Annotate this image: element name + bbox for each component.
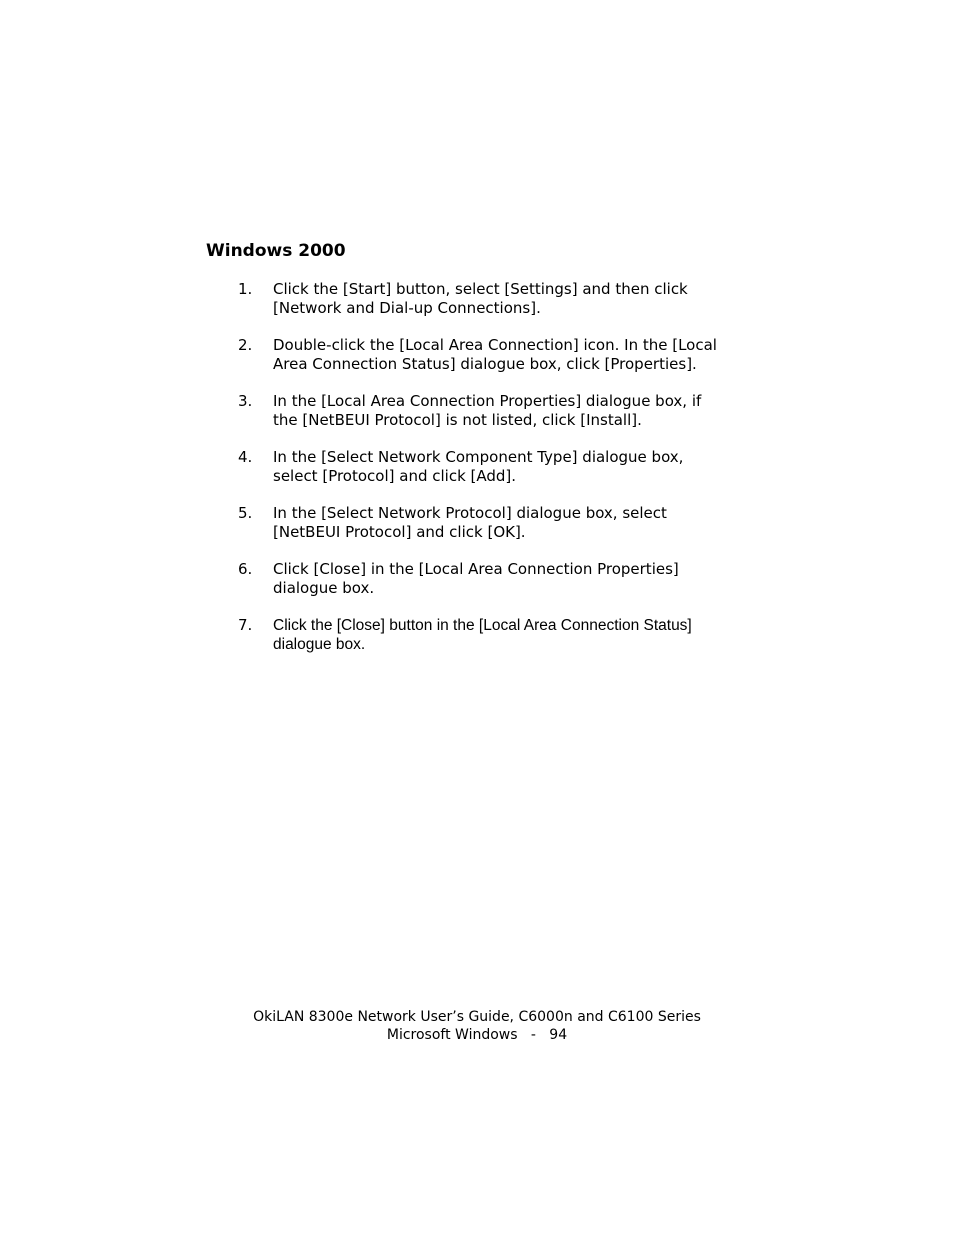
step-number: 2. [238, 336, 253, 354]
step-text: Double-click the [Local Area Connection] icon. In the [Local Area Connection Status] dialogue box, click [Properties]. [273, 336, 717, 373]
step-text: In the [Select Network Component Type] dialogue box, select [Protocol] and click [Add]. [273, 448, 684, 485]
step-number: 3. [238, 392, 253, 410]
step-text: In the [Select Network Protocol] dialogue box, select [NetBEUI Protocol] and click [OK]. [273, 504, 667, 541]
step-number: 6. [238, 560, 253, 578]
step-number: 7. [238, 616, 253, 634]
step-number: 4. [238, 448, 253, 466]
step-text: In the [Local Area Connection Properties] dialogue box, if the [NetBEUI Protocol] is not listed, click [Install]. [273, 392, 702, 429]
step-text: Click the [Start] button, select [Settings] and then click [Network and Dial-up Connections]. [273, 280, 688, 317]
step-text: Click the [Close] button in the [Local Area Connection Status] dialogue box. [273, 617, 692, 653]
footer-page-info: Microsoft Windows - 94 [386, 1027, 568, 1043]
footer-guide-title: OkiLAN 8300e Network User’s Guide, C6000n and C6100 Series [253, 1009, 701, 1025]
section-heading: Windows 2000 [206, 241, 346, 261]
step-text: Click [Close] in the [Local Area Connection Properties] dialogue box. [273, 560, 679, 597]
step-number: 1. [238, 280, 253, 298]
step-number: 5. [238, 504, 253, 522]
page-footer [0, 1008, 954, 1044]
